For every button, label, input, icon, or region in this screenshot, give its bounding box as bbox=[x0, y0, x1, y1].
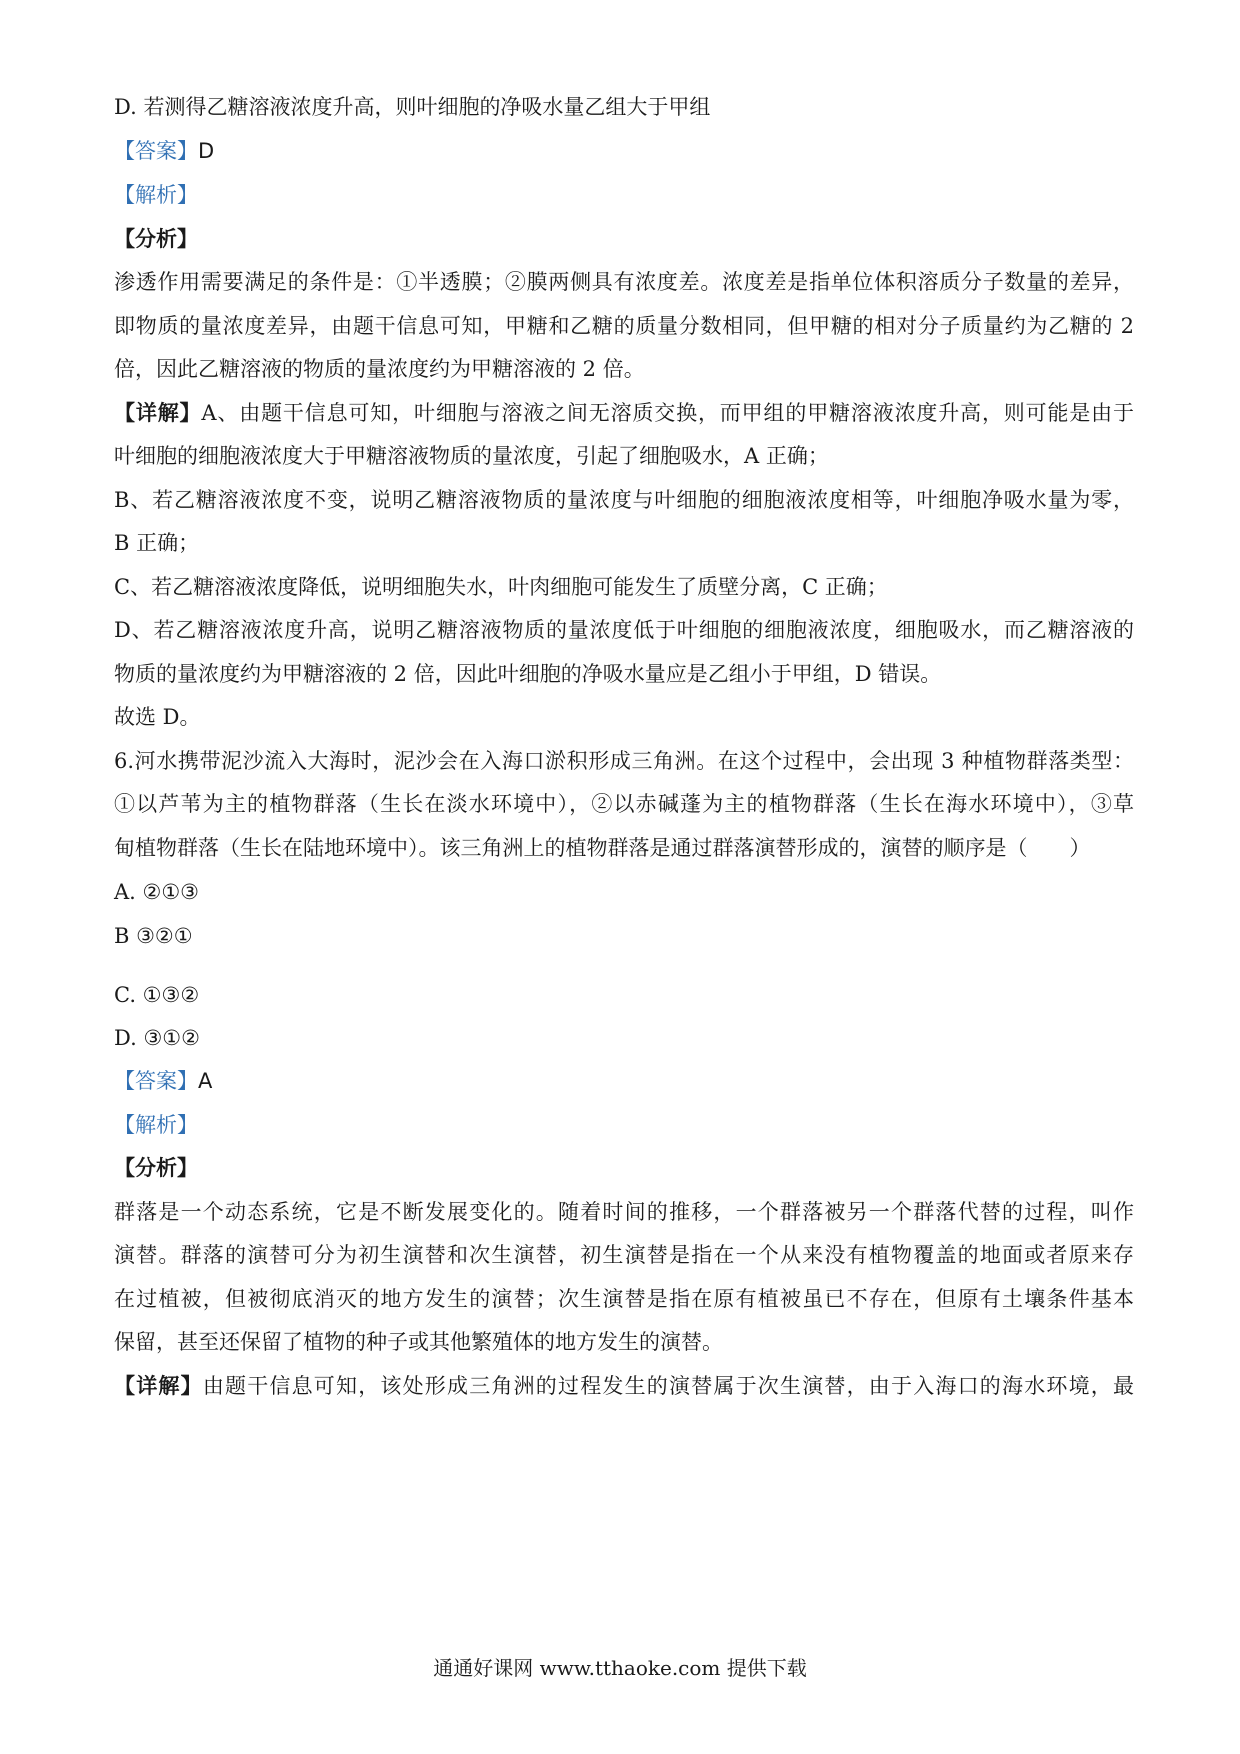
q6-option-d: D. ③①② bbox=[114, 1026, 200, 1050]
fenxi-line-2: 即物质的量浓度差异，由题干信息可知，甲糖和乙糖的质量分数相同，但甲糖的相对分子质量约为乙糖的 2 bbox=[114, 314, 1134, 338]
q6-option-c: C. ①③② bbox=[114, 983, 200, 1007]
q6-fenxi-line-3: 在过植被，但被彻底消灭的地方发生的演替；次生演替是指在原有植被虽已不存在，但原有土壤条件基本 bbox=[114, 1287, 1134, 1311]
q6-option-b: B ③②① bbox=[114, 924, 193, 948]
detail-line-8: 故选 D。 bbox=[114, 705, 201, 729]
fenxi-label: 【分析】 bbox=[114, 226, 198, 251]
detail-line-6: D、若乙糖溶液浓度升高，说明乙糖溶液物质的量浓度低于叶细胞的细胞液浓度，细胞吸水，而乙糖溶液的 bbox=[114, 618, 1134, 642]
q6-stem-line-3: 甸植物群落（生长在陆地环境中）。该三角洲上的植物群落是通过群落演替形成的，演替的顺序是（ ） bbox=[114, 836, 1091, 860]
q6-analysis-label: 【解析】 bbox=[114, 1113, 198, 1137]
detail-line-7: 物质的量浓度约为甲糖溶液的 2 倍，因此叶细胞的净吸水量应是乙组小于甲组，D 错误。 bbox=[114, 662, 942, 686]
q6-detail-label: 【详解】 bbox=[114, 1373, 203, 1398]
detail-line-2: 叶细胞的细胞液浓度大于甲糖溶液物质的量浓度，引起了细胞吸水，A 正确； bbox=[114, 444, 829, 468]
analysis-label: 【解析】 bbox=[114, 183, 198, 207]
q6-fenxi-label: 【分析】 bbox=[114, 1155, 198, 1180]
detail-label: 【详解】 bbox=[114, 400, 202, 425]
answer-value: D bbox=[198, 139, 215, 163]
answer-label: 【答案】 bbox=[114, 139, 198, 163]
q6-answer-line bbox=[114, 1066, 1134, 1096]
option-d: D. 若测得乙糖溶液浓度升高，则叶细胞的净吸水量乙组大于甲组 bbox=[114, 95, 711, 119]
q6-answer-label: 【答案】 bbox=[114, 1069, 198, 1093]
q6-detail-line-1 bbox=[114, 1371, 1134, 1401]
q6-answer-value: A bbox=[198, 1069, 213, 1093]
detail-line-1 bbox=[114, 398, 1134, 428]
q6-fenxi-line-1: 群落是一个动态系统，它是不断发展变化的。随着时间的推移，一个群落被另一个群落代替的过程，叫作 bbox=[114, 1200, 1134, 1224]
q6-stem-line-1: 6.河水携带泥沙流入大海时，泥沙会在入海口淤积形成三角洲。在这个过程中，会出现 3 种植物群落类型： bbox=[114, 749, 1134, 773]
q6-option-a: A. ②①③ bbox=[114, 880, 199, 904]
q6-detail-text: 由题干信息可知，该处形成三角洲的过程发生的演替属于次生演替，由于入海口的海水环境，最 bbox=[202, 1374, 1135, 1398]
footer-credit: 通通好课网 www.tthaoke.com 提供下载 bbox=[433, 1656, 807, 1680]
answer-line bbox=[114, 136, 1134, 166]
fenxi-line-3: 倍，因此乙糖溶液的物质的量浓度约为甲糖溶液的 2 倍。 bbox=[114, 357, 645, 381]
q6-stem-line-2: ①以芦苇为主的植物群落（生长在淡水环境中），②以赤碱蓬为主的植物群落（生长在海水环境中），③草 bbox=[114, 792, 1134, 816]
detail-line-5: C、若乙糖溶液浓度降低，说明细胞失水，叶肉细胞可能发生了质壁分离，C 正确； bbox=[114, 575, 888, 599]
detail-text-1: A、由题干信息可知，叶细胞与溶液之间无溶质交换，而甲组的甲糖溶液浓度升高，则可能是由于 bbox=[201, 401, 1135, 425]
fenxi-line-1: 渗透作用需要满足的条件是：①半透膜；②膜两侧具有浓度差。浓度差是指单位体积溶质分子数量的差异， bbox=[114, 270, 1134, 294]
q6-fenxi-line-4: 保留，甚至还保留了植物的种子或其他繁殖体的地方发生的演替。 bbox=[114, 1330, 723, 1354]
detail-line-4: B 正确； bbox=[114, 531, 200, 555]
detail-line-3: B、若乙糖溶液浓度不变，说明乙糖溶液物质的量浓度与叶细胞的细胞液浓度相等，叶细胞净吸水量为零， bbox=[114, 488, 1134, 512]
q6-fenxi-line-2: 演替。群落的演替可分为初生演替和次生演替，初生演替是指在一个从来没有植物覆盖的地面或者原来存 bbox=[114, 1243, 1134, 1267]
